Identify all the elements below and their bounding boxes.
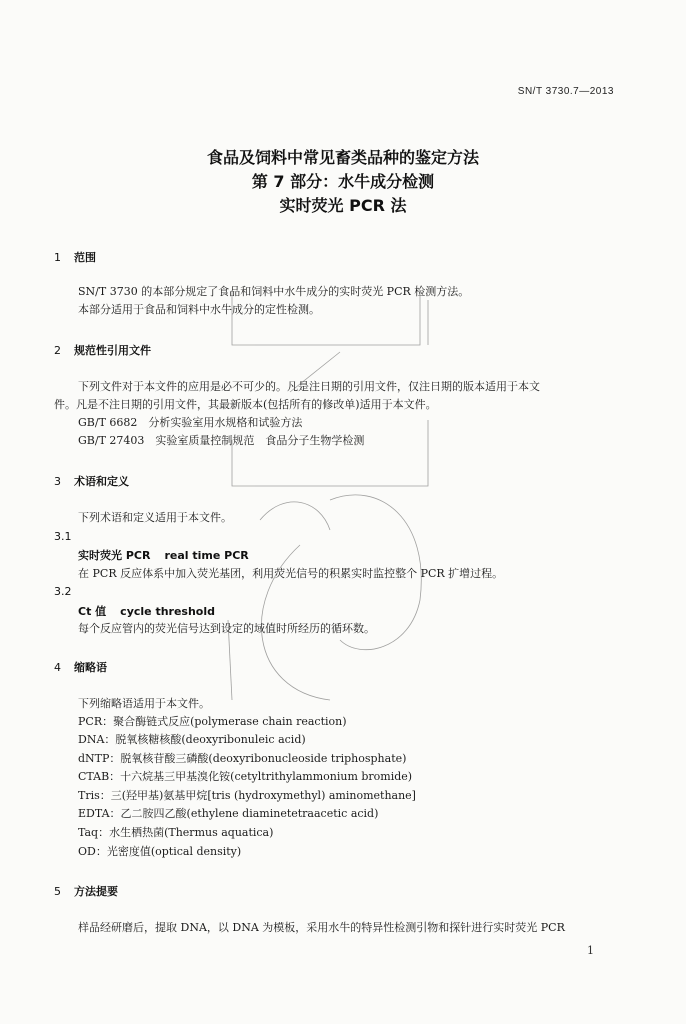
section-4-number: 4 [54,661,61,674]
title-line-2: 第 7 部分：水牛成分检测 [251,172,435,191]
section-1-title: 范围 [74,251,96,264]
document-code: SN/T 3730.7—2013 [517,86,614,97]
term-3-1-english: real time PCR [164,549,249,562]
title-line-1: 食品及饲料中常见畜类品种的鉴定方法 [206,148,479,167]
section-2-paragraph-line-1: 下列文件对于本文件的应用是必不可少的。凡是注日期的引用文件，仅注日期的版本适用于本文 [78,380,540,393]
abbreviation-edta: EDTA：乙二胺四乙酸(ethylene diaminetetraacetic acid) [78,807,379,820]
section-1-number: 1 [54,251,61,264]
abbreviation-dna: DNA：脱氧核糖核酸(deoxyribonuleic acid) [78,733,306,746]
reference-gb-t-6682: GB/T 6682 分析实验室用水规格和试验方法 [78,416,303,429]
section-5-title: 方法提要 [74,885,118,898]
term-3-2-chinese: Ct 值 [78,605,107,618]
term-3-1-definition: 在 PCR 反应体系中加入荧光基团，利用荧光信号的积累实时监控整个 PCR 扩增过程。 [78,567,504,580]
page-number: 1 [587,944,594,957]
section-5-number: 5 [54,885,61,898]
title-line-3: 实时荧光 PCR 法 [279,196,407,215]
reference-gb-t-27403: GB/T 27403 实验室质量控制规范 食品分子生物学检测 [78,434,365,447]
section-3-intro: 下列术语和定义适用于本文件。 [78,511,232,524]
term-3-2-number: 3.2 [54,585,72,598]
abbreviation-tris: Tris：三(羟甲基)氨基甲烷[tris (hydroxymethyl) aminomethane] [78,789,416,802]
section-4-title: 缩略语 [74,661,107,674]
section-4-intro: 下列缩略语适用于本文件。 [78,697,210,710]
term-3-2-english: cycle threshold [120,605,215,618]
abbreviation-od: OD：光密度值(optical density) [78,845,242,858]
abbreviation-dntp: dNTP：脱氧核苷酸三磷酸(deoxyribonucleoside triphosphate) [78,752,407,765]
section-5-paragraph: 样品经研磨后，提取 DNA，以 DNA 为模板，采用水牛的特异性检测引物和探针进行实时荧光 PCR [78,921,565,934]
abbreviation-pcr: PCR：聚合酶链式反应(polymerase chain reaction) [78,715,347,728]
section-2-title: 规范性引用文件 [74,344,151,357]
section-1-paragraph-1: SN/T 3730 的本部分规定了食品和饲料中水牛成分的实时荧光 PCR 检测方法。 [78,285,470,298]
term-3-1-number: 3.1 [54,530,72,543]
section-2-number: 2 [54,344,61,357]
abbreviation-taq: Taq：水生栖热菌(Thermus aquatica) [78,826,274,839]
section-3-title: 术语和定义 [74,475,129,488]
section-1-paragraph-2: 本部分适用于食品和饲料中水牛成分的定性检测。 [78,303,320,316]
section-2-paragraph-line-2: 件。凡是不注日期的引用文件，其最新版本(包括所有的修改单)适用于本文件。 [54,398,437,411]
term-3-1-chinese: 实时荧光 PCR [78,549,151,562]
section-3-number: 3 [54,475,61,488]
abbreviation-ctab: CTAB：十六烷基三甲基溴化铵(cetyltrithylammonium bromide) [78,770,413,783]
term-3-2-definition: 每个反应管内的荧光信号达到设定的域值时所经历的循环数。 [78,622,375,635]
